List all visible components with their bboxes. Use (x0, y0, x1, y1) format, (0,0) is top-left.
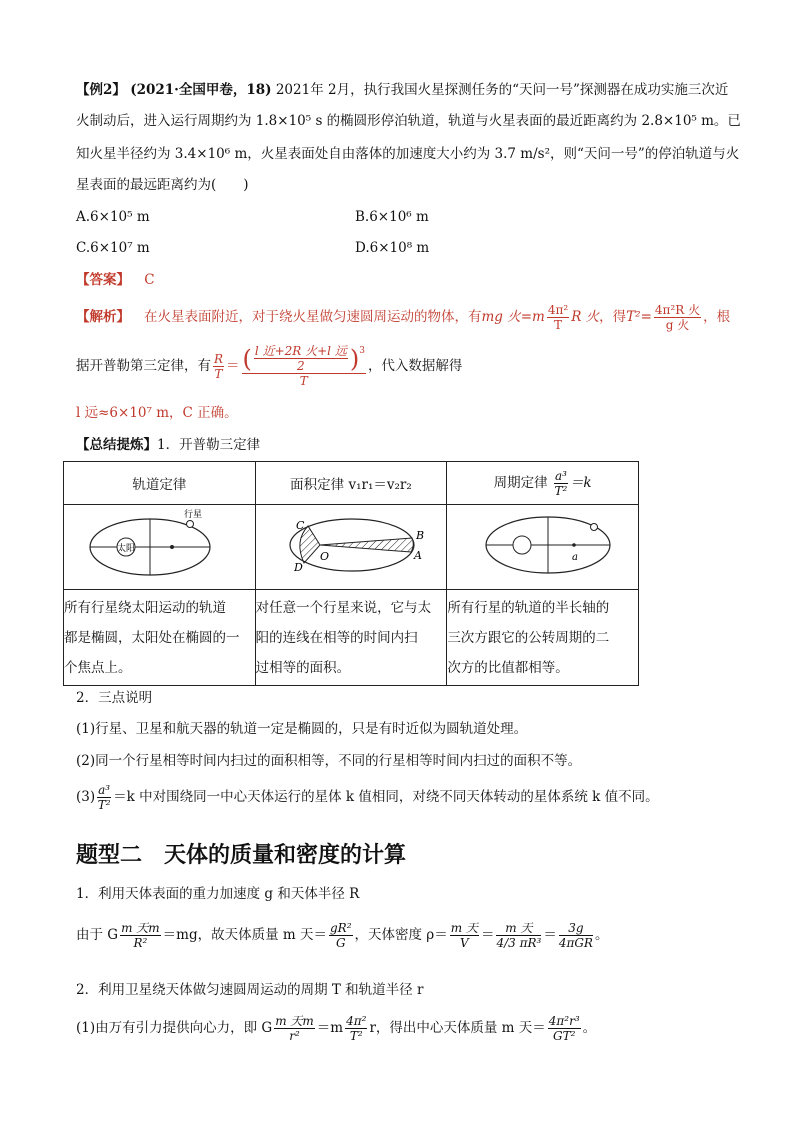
example-line-1 (76, 80, 728, 100)
formula-1: 由于 G $\frac{\text{m 天m}}{\text{R²}}$ ＝mg，故天体质量 m 天＝ $\frac{\text{gR²}}{G}$ ，天体密度 ρ＝ $\frac{\text{m 天}}{V}$ ＝ $\frac{\text{m 天}}{\text{4/3 πR³}}$ ＝ $\frac{3g}{\text{4πGR}}$ 。 (76, 920, 609, 950)
analysis-eq2-fraction (654, 303, 701, 332)
example-text-1: 2021年 2月，执行我国火星探测任务的“天问一号”探测器在成功实施三次近 (275, 82, 729, 98)
period-law-den: T² (554, 483, 568, 498)
period-law-right: ＝k (569, 474, 592, 491)
summary-title-line (76, 435, 260, 455)
header-orbit-law: 轨道定律 (64, 462, 256, 505)
analysis-eq3-left-fraction (213, 352, 224, 381)
period-label-a: a (571, 552, 578, 563)
example-line-3: 知火星半径约为 3.4×10⁶ m，火星表面处自由落体的加速度大小约为 3.7 m/s²，则“天问一号”的停泊轨道与火 (76, 146, 740, 162)
section-heading: 题型二 天体的质量和密度的计算 (76, 843, 407, 868)
option-a: A.6×10⁵ m (76, 209, 150, 225)
example-line-2: 火制动后，进入运行周期约为 1.8×10⁵ s 的椭圆形停泊轨道，轨道与火星表面的最近距离约为 2.8×10⁵ m。已 (76, 113, 741, 129)
analysis-eq3-inner-bottom: 2 (297, 359, 305, 373)
example-source: (2021·全国甲卷，18) (130, 82, 272, 98)
option-b: B.6×10⁶ m (355, 209, 429, 225)
sun-label: 太阳 (117, 544, 136, 554)
summary-point-2: (2)同一个行星相等时间内扫过的面积相等，不同的行星相等时间内扫过的面积不等。 (76, 753, 582, 769)
analysis-line-2: 据开普勒第三定律，有 $\frac{R}{T}$ ＝ ( $\frac{\text{l 近+2R 火+l 远}}{2}$ ) $^3$ T ，代入数据解得 (76, 344, 463, 388)
analysis-line-1 (76, 300, 730, 334)
analysis-eq1-fraction (547, 303, 569, 332)
analysis-eq3-big-num: ( $\frac{\text{l 近+2R 火+l 远}}{2}$ ) $^3$ (242, 344, 365, 373)
answer-value: C (144, 272, 155, 288)
header-area-law: 面积定律 v₁r₁＝v₂r₂ (255, 462, 447, 505)
desc-period-law: 所有行星的轨道的半长轴的 三次方跟它的公转周期的二 次方的比值都相等。 (447, 590, 639, 686)
example-line-4: 星表面的最远距离约为( ) (76, 177, 249, 193)
diagram-orbit-cell (64, 505, 256, 590)
analysis-eq2-num: 4π²R 火 (654, 302, 701, 317)
summary-tag: 【总结提炼】 (76, 437, 157, 453)
area-label-o: O (319, 550, 330, 563)
analysis-eq1-num: 4π² (547, 302, 569, 317)
answer-line (76, 270, 155, 290)
period-diagram (448, 505, 638, 585)
area-label-c: C (295, 519, 305, 532)
analysis-text-2: ，得 (599, 309, 627, 325)
analysis-eq3-left-num: R (214, 351, 224, 366)
analysis-tag: 【解析】 (76, 309, 130, 325)
analysis-eq3-inner-top: l 近+2R 火+l 远 (254, 344, 347, 358)
analysis-eq3-left-den: T (214, 366, 223, 381)
analysis-text-1: 在火星表面附近，对于绕火星做匀速圆周运动的物体，有 (144, 309, 482, 325)
summary-point-3: (3) $\frac{\text{a³}}{\text{T²}}$ ＝k 中对围绕同一中心天体运行的星体 k 值相同，对绕不同天体转动的星体系统 k 值不同。 (76, 782, 659, 812)
analysis-line2-text-2: ，代入数据解得 (367, 358, 463, 374)
analysis-eq1-left: mg 火=m (481, 309, 545, 325)
summary-title-1: 1．开普勒三定律 (157, 437, 261, 453)
period-law-num: a³ (554, 468, 567, 483)
diagram-area-cell (255, 505, 447, 590)
kepler-laws-table (63, 461, 639, 686)
area-label-d: D (293, 561, 303, 574)
summary-point-1: (1)行星、卫星和航天器的轨道一定是椭圆的，只是有时近似为圆轨道处理。 (76, 721, 528, 737)
formula-2: (1)由万有引力提供向心力，即 G $\frac{\text{m 天m}}{\text{r²}}$ ＝m $\frac{\text{4π²}}{\text{T²}}$ r，得出中心天体质量 m 天＝ $\frac{\text{4π²r³}}{\text{GT²}}$ 。 (76, 1013, 597, 1043)
analysis-line2-text-1: 据开普勒第三定律，有 (76, 358, 211, 374)
analysis-eq2-left: T²= (626, 309, 652, 325)
analysis-result: l 远≈6×10⁷ m，C 正确。 (76, 405, 238, 421)
orbit-diagram (64, 505, 254, 585)
analysis-eq3-exp: 3 (359, 346, 365, 356)
analysis-eq3-big-den: T (299, 374, 308, 388)
analysis-eq2-den: g 火 (665, 317, 690, 332)
section-item-2: 2．利用卫星绕天体做匀速圆周运动的周期 T 和轨道半径 r (76, 982, 424, 998)
option-c: C.6×10⁷ m (76, 240, 150, 256)
analysis-eq1-den: T (554, 317, 563, 332)
section-item-1: 1．利用天体表面的重力加速度 g 和天体半径 R (76, 886, 360, 902)
summary-title-2: 2．三点说明 (76, 690, 153, 706)
example-tag: 【例2】 (76, 82, 126, 98)
area-diagram (256, 505, 446, 585)
desc-area-law: 对任意一个行星来说，它与太 阳的连线在相等的时间内扫 过相等的面积。 (255, 590, 447, 686)
analysis-text-3: ，根 (703, 309, 731, 325)
area-label-b: B (415, 529, 425, 542)
area-label-a: A (413, 549, 422, 562)
desc-orbit-law: 所有行星绕太阳运动的轨道 都是椭圆，太阳处在椭圆的一 个焦点上。 (64, 590, 256, 686)
option-d: D.6×10⁸ m (355, 240, 430, 256)
analysis-eq3-right-fraction (242, 344, 366, 388)
planet-label: 行星 (184, 510, 203, 520)
answer-tag: 【答案】 (76, 272, 130, 288)
header-period-law: 周期定律 $\frac{\text{a³}}{\text{T²}}$ ＝k (447, 462, 639, 505)
diagram-period-cell (447, 505, 639, 590)
analysis-eq1-right: R 火 (571, 309, 600, 325)
